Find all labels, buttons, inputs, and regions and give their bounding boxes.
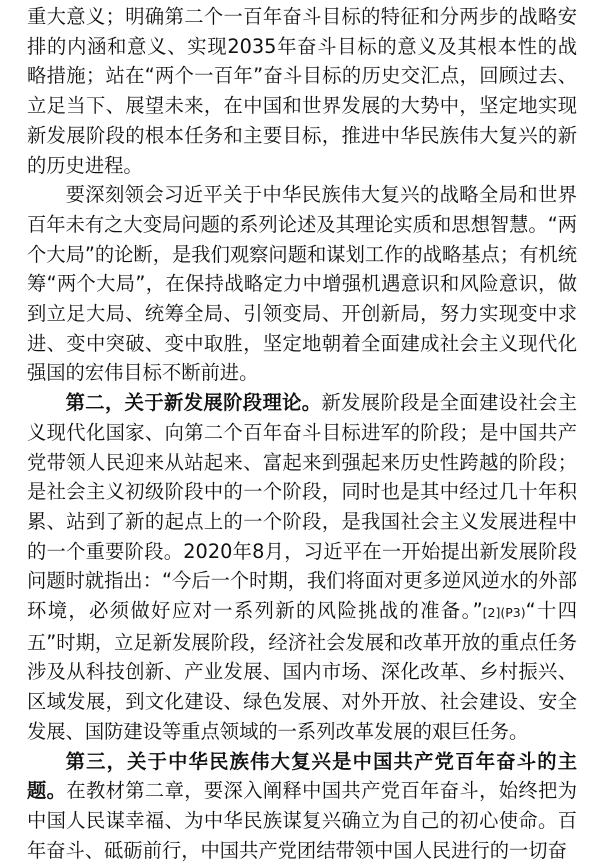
citation-reference: [2](P3) — [482, 605, 526, 621]
paragraph-text: 在教材第二章，要深入阐释中国共产党百年奋斗，始终把为中国人民谋幸福、为中华民族谋复兴确立为自己的初心使命。百年奋斗、砥砺前行，中国共产党团结带领中国人民进行的一切奋 — [27, 779, 577, 862]
paragraph-text: “十四五”时期，立足新发展阶段，经济社会发展和改革开放的重点任务涉及从科技创新、产业发展、国内市场、深化改革、乡村振兴、区域发展，到文化建设、绿色发展、对外开放、社会建设、安全发展、国防建设等重点领域的一系列改革发展的艰巨任务。 — [27, 599, 577, 743]
paragraph-new-development-stage — [27, 388, 577, 746]
body-text — [27, 2, 577, 865]
paragraph-text: 新发展阶段是全面建设社会主义现代化国家、向第二个百年奋斗目标进军的阶段；是中国共产党带领人民迎来从站起来、富起来到强起来历史性跨越的阶段；是社会主义初级阶段中的一个阶段，同时也是其中经过几十年积累、站到了新的起点上的一个阶段，是我国社会主义发展进程中的一个重要阶段。2020年8月，习近平在一开始提出新发展阶段问题时就指出：“今后一个时期，我们将面对更多逆风逆水的外部环境，必须做好应对一系列新的风险挑战的准备。” — [27, 391, 577, 623]
paragraph-two-overall-situations: 要深刻领会习近平关于中华民族伟大复兴的战略全局和世界百年未有之大变局问题的系列论述及其理论实质和思想智慧。“两个大局”的论断，是我们观察问题和谋划工作的战略基点；有机统筹“两个大局”，在保持战略定力中增强机遇意识和风险意识，做到立足大局、统筹全局、引领变局、开创新局，努力实现变中求进、变中突破、变中取胜，坚定地朝着全面建成社会主义现代化强国的宏伟目标不断前进。 — [27, 183, 577, 385]
section-heading-second: 第二，关于新发展阶段理论。 — [65, 391, 322, 415]
section-heading-third: 第三，关于中华民族伟大复兴是中国共产党百年奋斗的主题。 — [27, 749, 577, 803]
paragraph-rejuvenation-theme — [27, 747, 577, 865]
paragraph-continuation: 重大意义；明确第二个一百年奋斗目标的特征和分两步的战略安排的内涵和意义、实现2035年奋斗目标的意义及其根本性的战略措施；站在“两个一百年”奋斗目标的历史交汇点，回顾过去、立足当下、展望未来，在中国和世界发展的大势中，坚定地实现新发展阶段的根本任务和主要目标，推进中华民族伟大复兴的新的历史进程。 — [27, 5, 577, 177]
